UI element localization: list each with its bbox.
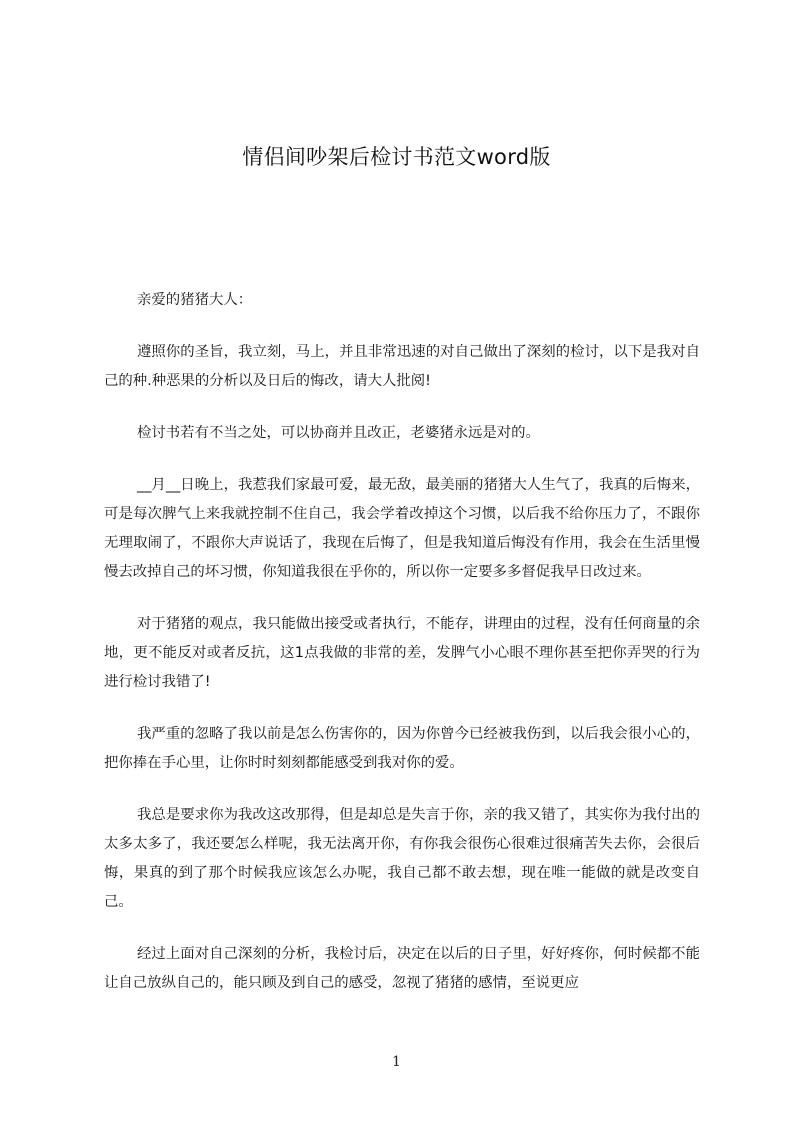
- paragraph-4: 对于猪猪的观点，我只能做出接受或者执行，不能存，讲理由的过程，没有任何商量的余地，更不能反对或者反抗，这1点我做的非常的差，发脾气小心眼不理你甚至把你弄哭的行为进行检讨我错了!: [104, 616, 700, 690]
- page-number: 1: [392, 1054, 401, 1070]
- document-title: 情侣间吵架后检讨书范文word版: [242, 145, 551, 169]
- paragraph-6: 我总是要求你为我改这改那得，但是却总是失言于你，亲的我又错了，其实你为我付出的太多太多了，我还要怎么样呢，我无法离开你，有你我会很伤心很难过很痛苦失去你，会很后悔，果真的到了那个时候我应该怎么办呢，我自己都不敢去想，现在唯一能做的就是改变自己。: [104, 807, 700, 910]
- paragraph-7: 经过上面对自己深刻的分析，我检讨后，决定在以后的日子里，好好疼你，何时候都不能让自己放纵自己的，能只顾及到自己的感受，忽视了猪猪的感情，至说更应: [104, 946, 700, 991]
- paragraph-1: 遵照你的圣旨，我立刻，马上，并且非常迅速的对自己做出了深刻的检讨，以下是我对自己的种.种恶果的分析以及日后的悔改，请大人批阅!: [104, 344, 700, 389]
- document-body: [104, 286, 700, 1021]
- salutation: 亲爱的猪猪大人：: [137, 292, 253, 308]
- paragraph-3: __月__日晚上，我惹我们家最可爱，最无敌，最美丽的猪猪大人生气了，我真的后悔来，可是每次脾气上来我就控制不住自己，我会学着改掉这个习惯，以后我不给你压力了，不跟你无理取闹了，不跟你大声说话了，我现在后悔了，但是我知道后悔没有作用，我会在生活里慢慢去改掉自己的坏习惯，你知道我很在乎你的，所以你一定要多多督促我早日改过来。: [104, 477, 700, 580]
- paragraph-5: 我严重的忽略了我以前是怎么伤害你的，因为你曾今已经被我伤到，以后我会很小心的，把你捧在手心里，让你时时刻刻都能感受到我对你的爱。: [104, 726, 700, 771]
- paragraph-2: 检讨书若有不当之处，可以协商并且改正，老婆猪永远是对的。: [137, 425, 540, 441]
